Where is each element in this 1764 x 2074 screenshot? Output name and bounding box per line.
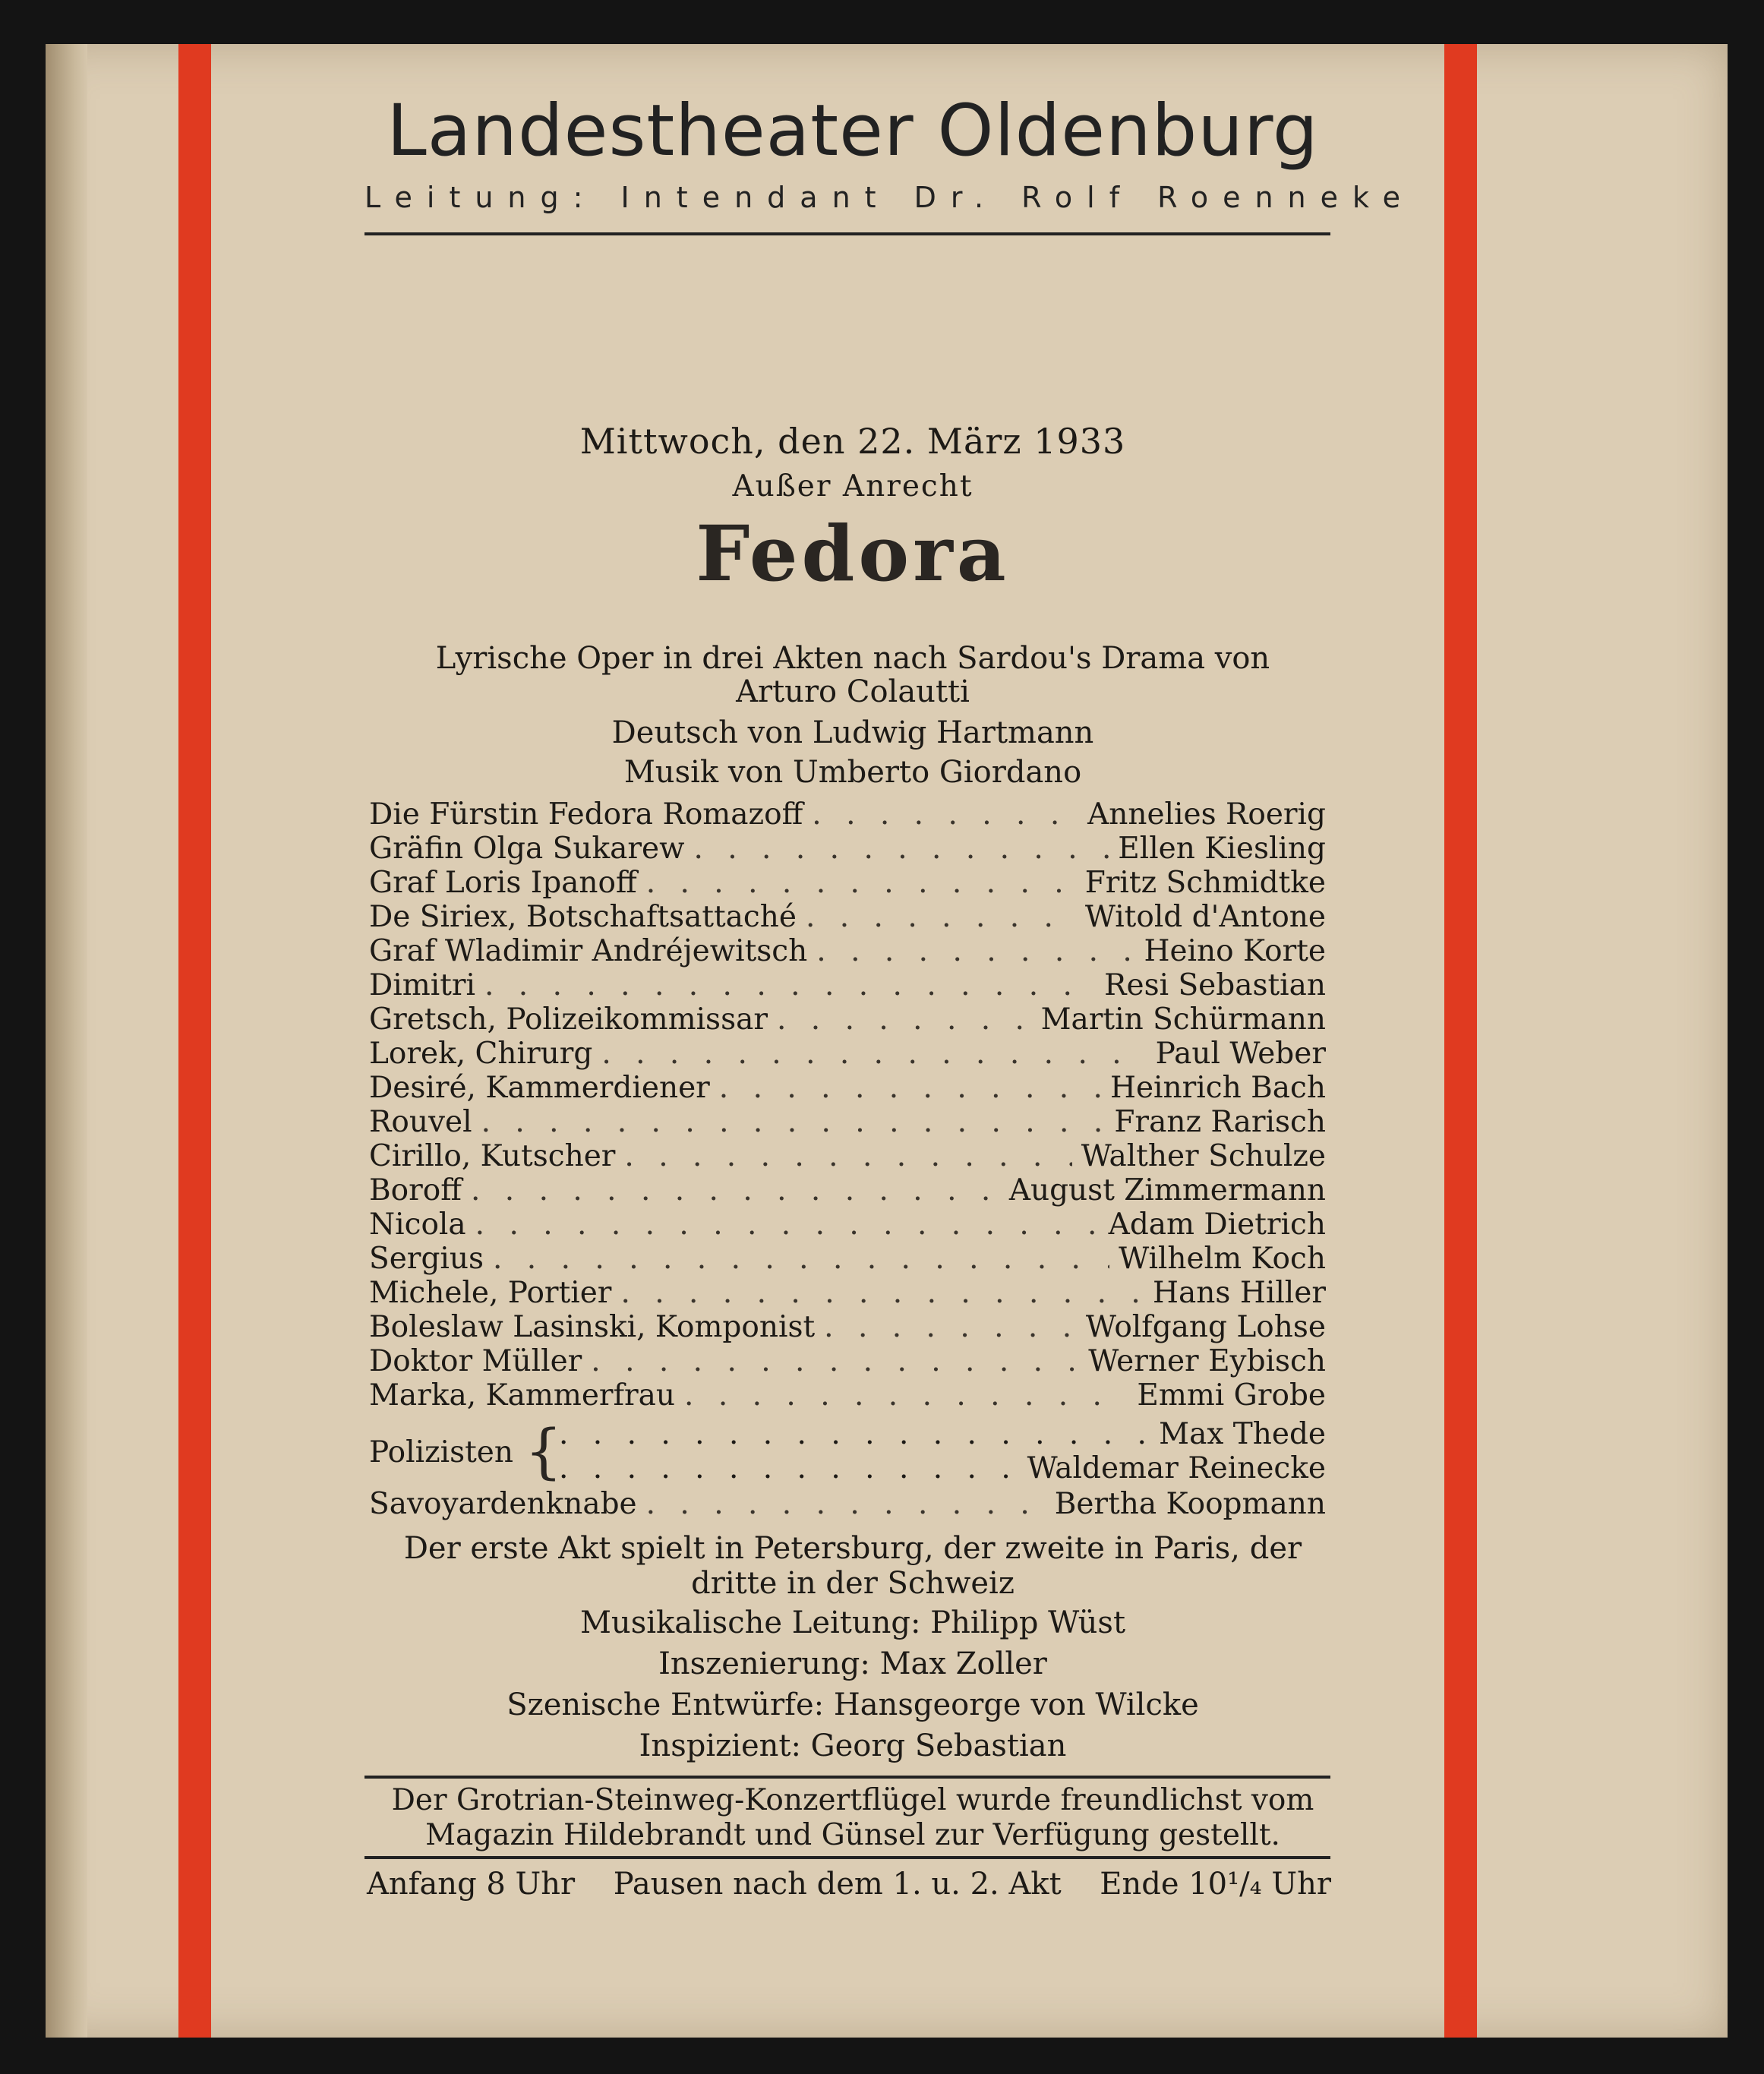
piano-notice bbox=[355, 1783, 1350, 1853]
cast-role: Sergius bbox=[369, 1242, 484, 1276]
notice-rule-top bbox=[364, 1776, 1330, 1779]
cast-actor: Max Thede bbox=[1159, 1417, 1326, 1451]
set-designer: Szenische Entwürfe: Hansgeorge von Wilcke bbox=[506, 1687, 1199, 1722]
leader-dots bbox=[824, 1310, 1077, 1344]
leader-dots bbox=[816, 934, 1134, 968]
cast-actor: Werner Eybisch bbox=[1088, 1344, 1326, 1378]
opera-title: Fedora bbox=[696, 509, 1010, 598]
end-time: Ende 10¹/₄ Uhr bbox=[1100, 1867, 1331, 1902]
cast-actor: Wolfgang Lohse bbox=[1085, 1310, 1326, 1344]
start-time: Anfang 8 Uhr bbox=[367, 1867, 576, 1902]
cast-row bbox=[369, 1344, 1326, 1378]
book-gutter bbox=[46, 44, 87, 2038]
cast-row bbox=[369, 934, 1326, 968]
polizist-row bbox=[559, 1417, 1326, 1451]
leader-dots bbox=[559, 1417, 1150, 1451]
leader-dots bbox=[646, 1487, 1046, 1521]
leader-dots bbox=[624, 1139, 1071, 1173]
cast-actor: Martin Schürmann bbox=[1040, 1002, 1326, 1037]
subtitle-line-1: Lyrische Oper in drei Akten nach Sardou's Drama von bbox=[435, 641, 1270, 676]
music-credit: Musik von Umberto Giordano bbox=[623, 755, 1082, 790]
subscription-note: Außer Anrecht bbox=[732, 469, 974, 504]
notice-rule-bottom bbox=[364, 1856, 1330, 1859]
cast-role: Marka, Kammerfrau bbox=[369, 1378, 676, 1413]
cast-role: Desiré, Kammerdiener bbox=[369, 1071, 710, 1105]
cast-actor: Emmi Grobe bbox=[1137, 1378, 1326, 1413]
cast-role: Boleslaw Lasinski, Komponist bbox=[369, 1310, 816, 1344]
cast-list bbox=[369, 797, 1326, 1413]
notice-line-1: Der Grotrian-Steinweg-Konzertflügel wurde freundlichst vom bbox=[391, 1783, 1314, 1817]
cast-role: Boroff bbox=[369, 1173, 462, 1207]
cast-actor: Annelies Roerig bbox=[1087, 797, 1326, 832]
cast-actor: Heinrich Bach bbox=[1109, 1071, 1326, 1105]
cast-actor: Waldemar Reinecke bbox=[1027, 1451, 1326, 1485]
program-content bbox=[355, 44, 1415, 2038]
cast-row bbox=[369, 797, 1326, 832]
setting-line-1: Der erste Akt spielt in Petersburg, der zweite in Paris, der bbox=[403, 1531, 1302, 1566]
cast-actor: Fritz Schmidtke bbox=[1084, 866, 1326, 900]
red-stripe-left bbox=[178, 44, 211, 2038]
cast-role: De Siriex, Botschaftsattaché bbox=[369, 900, 797, 934]
cast-row bbox=[369, 1487, 1326, 1521]
musical-director: Musikalische Leitung: Philipp Wüst bbox=[579, 1605, 1126, 1640]
setting-line-2: dritte in der Schweiz bbox=[691, 1566, 1015, 1601]
cast-row bbox=[369, 1037, 1326, 1071]
performance-date: Mittwoch, den 22. März 1933 bbox=[579, 421, 1126, 462]
leader-dots bbox=[601, 1037, 1146, 1071]
cast-row bbox=[369, 1310, 1326, 1344]
leader-dots bbox=[471, 1173, 1000, 1207]
cast-role: Nicola bbox=[369, 1207, 466, 1242]
cast-actor: Ellen Kiesling bbox=[1118, 832, 1326, 866]
cast-actor: August Zimmermann bbox=[1008, 1173, 1326, 1207]
cast-role: Graf Wladimir Andréjewitsch bbox=[369, 934, 808, 968]
leader-dots bbox=[806, 900, 1076, 934]
cast-role: Die Fürstin Fedora Romazoff bbox=[369, 797, 803, 832]
cast-actor: Bertha Koopmann bbox=[1054, 1487, 1326, 1521]
stage-director: Inszenierung: Max Zoller bbox=[658, 1646, 1047, 1681]
cast-actor: Resi Sebastian bbox=[1104, 968, 1326, 1002]
cast-row bbox=[369, 1242, 1326, 1276]
cast-role: Gräfin Olga Sukarew bbox=[369, 832, 685, 866]
leader-dots bbox=[475, 1207, 1100, 1242]
cast-row bbox=[369, 1276, 1326, 1310]
cast-role: Cirillo, Kutscher bbox=[369, 1139, 616, 1173]
cast-actor: Wilhelm Koch bbox=[1119, 1242, 1326, 1276]
cast-role: Rouvel bbox=[369, 1105, 472, 1139]
translation-credit: Deutsch von Ludwig Hartmann bbox=[611, 715, 1094, 750]
cast-row bbox=[369, 1139, 1326, 1173]
cast-actor: Adam Dietrich bbox=[1108, 1207, 1326, 1242]
leader-dots bbox=[719, 1071, 1101, 1105]
cast-role: Doktor Müller bbox=[369, 1344, 582, 1378]
pause-info: Pausen nach dem 1. u. 2. Akt bbox=[613, 1867, 1062, 1902]
polizisten-label: Polizisten bbox=[369, 1435, 513, 1469]
leader-dots bbox=[777, 1002, 1032, 1037]
leader-dots bbox=[481, 1105, 1106, 1139]
leader-dots bbox=[484, 968, 1095, 1002]
cast-row bbox=[369, 968, 1326, 1002]
cast-role: Lorek, Chirurg bbox=[369, 1037, 593, 1071]
program-page bbox=[46, 44, 1728, 2038]
cast-actor: Paul Weber bbox=[1155, 1037, 1326, 1071]
cast-row bbox=[369, 832, 1326, 866]
timing-footer bbox=[367, 1867, 1331, 1902]
leader-dots bbox=[591, 1344, 1079, 1378]
leader-dots bbox=[620, 1276, 1144, 1310]
stage-manager: Inspizient: Georg Sebastian bbox=[639, 1728, 1067, 1763]
subtitle-line-2: Arturo Colautti bbox=[736, 674, 970, 709]
cast-row bbox=[369, 1207, 1326, 1242]
cast-actor: Heino Korte bbox=[1144, 934, 1326, 968]
brace-glyph: { bbox=[525, 1418, 563, 1486]
theater-name: Landestheater Oldenburg bbox=[387, 90, 1319, 172]
cast-role: Dimitri bbox=[369, 968, 475, 1002]
cast-role: Gretsch, Polizeikommissar bbox=[369, 1002, 768, 1037]
cast-row bbox=[369, 1378, 1326, 1413]
notice-line-2: Magazin Hildebrandt und Günsel zur Verfügung gestellt. bbox=[425, 1818, 1280, 1852]
cast-row bbox=[369, 866, 1326, 900]
leader-dots bbox=[684, 1378, 1128, 1413]
cast-row bbox=[369, 900, 1326, 934]
header-rule bbox=[364, 232, 1330, 235]
red-stripe-right bbox=[1444, 44, 1477, 2038]
polizist-row bbox=[559, 1451, 1326, 1485]
cast-row bbox=[369, 1071, 1326, 1105]
leader-dots bbox=[812, 797, 1078, 832]
cast-actor: Franz Rarisch bbox=[1114, 1105, 1326, 1139]
leader-dots bbox=[559, 1451, 1018, 1485]
cast-row bbox=[369, 1173, 1326, 1207]
polizisten-group bbox=[369, 1417, 1326, 1487]
leader-dots bbox=[493, 1242, 1109, 1276]
cast-row bbox=[369, 1002, 1326, 1037]
cast-actor: Hans Hiller bbox=[1153, 1276, 1326, 1310]
cast-actor: Walther Schulze bbox=[1081, 1139, 1326, 1173]
cast-list-end bbox=[369, 1487, 1326, 1521]
cast-row bbox=[369, 1105, 1326, 1139]
leader-dots bbox=[693, 832, 1109, 866]
management-line: Leitung: Intendant Dr. Rolf Roenneke bbox=[364, 181, 1415, 214]
cast-actor: Witold d'Antone bbox=[1084, 900, 1326, 934]
cast-role: Graf Loris Ipanoff bbox=[369, 866, 637, 900]
cast-role: Savoyardenknabe bbox=[369, 1487, 637, 1521]
cast-role: Michele, Portier bbox=[369, 1276, 612, 1310]
leader-dots bbox=[646, 866, 1076, 900]
